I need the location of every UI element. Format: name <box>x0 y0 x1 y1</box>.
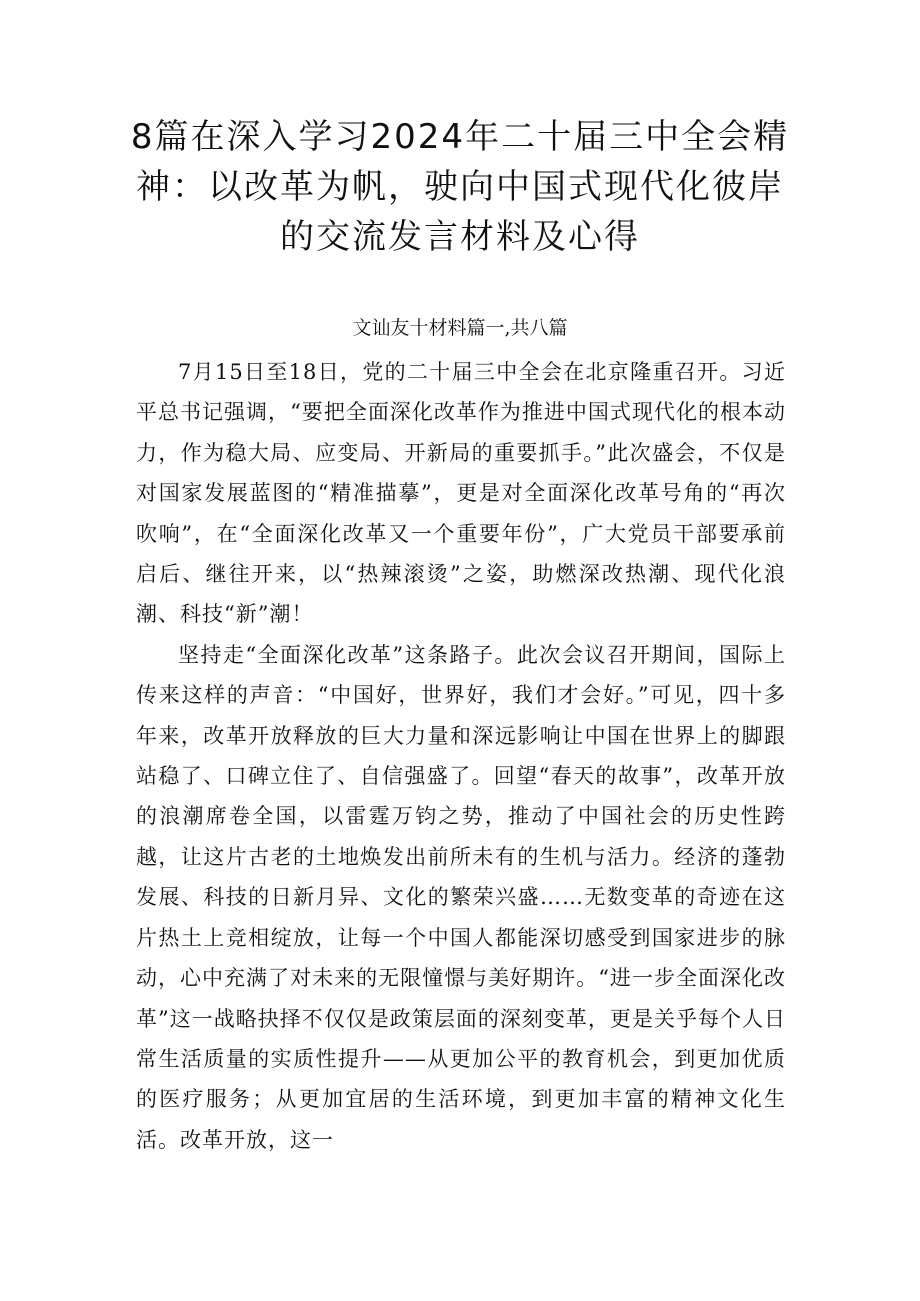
document-body <box>136 352 786 1160</box>
paragraph: 7月15日至18日，党的二十届三中全会在北京隆重召开。习近平总书记强调，“要把全面深化改革作为推进中国式现代化的根本动力，作为稳大局、应变局、开新局的重要抓手。”此次盛会，不仅是对国家发展蓝图的“精准描摹”，更是对全面深化改革号角的“再次吹响”，在“全面深化改革又一个重要年份”，广大党员干部要承前启后、继往开来，以“热辣滚烫”之姿，助燃深改热潮、现代化浪潮、科技“新”潮！ <box>136 360 786 627</box>
paragraph: 坚持走“全面深化改革”这条路子。此次会议召开期间，国际上传来这样的声音：“中国好，世界好，我们才会好。”可见，四十多年来，改革开放释放的巨大力量和深远影响让中国在世界上的脚跟站稳了、口碑立住了、自信强盛了。回望“春天的故事”，改革开放的浪潮席卷全国，以雷霆万钧之势，推动了中国社会的历史性跨越，让这片古老的土地焕发出前所未有的生机与活力。经济的蓬勃发展、科技的日新月异、文化的繁荣兴盛……无数变革的奇迹在这片热土上竞相绽放，让每一个中国人都能深切感受到国家进步的脉动，心中充满了对未来的无限憧憬与美好期许。“进一步全面深化改革”这一战略抉择不仅仅是政策层面的深刻变革，更是关乎每个人日常生活质量的实质性提升——从更加公平的教育机会，到更加优质的医疗服务；从更加宜居的生活环境，到更加丰富的精神文化生活。改革开放，这一 <box>136 642 786 1152</box>
document-subtitle: 文讪友十材料篇一,共八篇 <box>352 317 568 339</box>
document-title: 8篇在深入学习2024年二十届三中全会精神：以改革为帆，驶向中国式现代化彼岸的交流发言材料及心得 <box>130 117 790 257</box>
